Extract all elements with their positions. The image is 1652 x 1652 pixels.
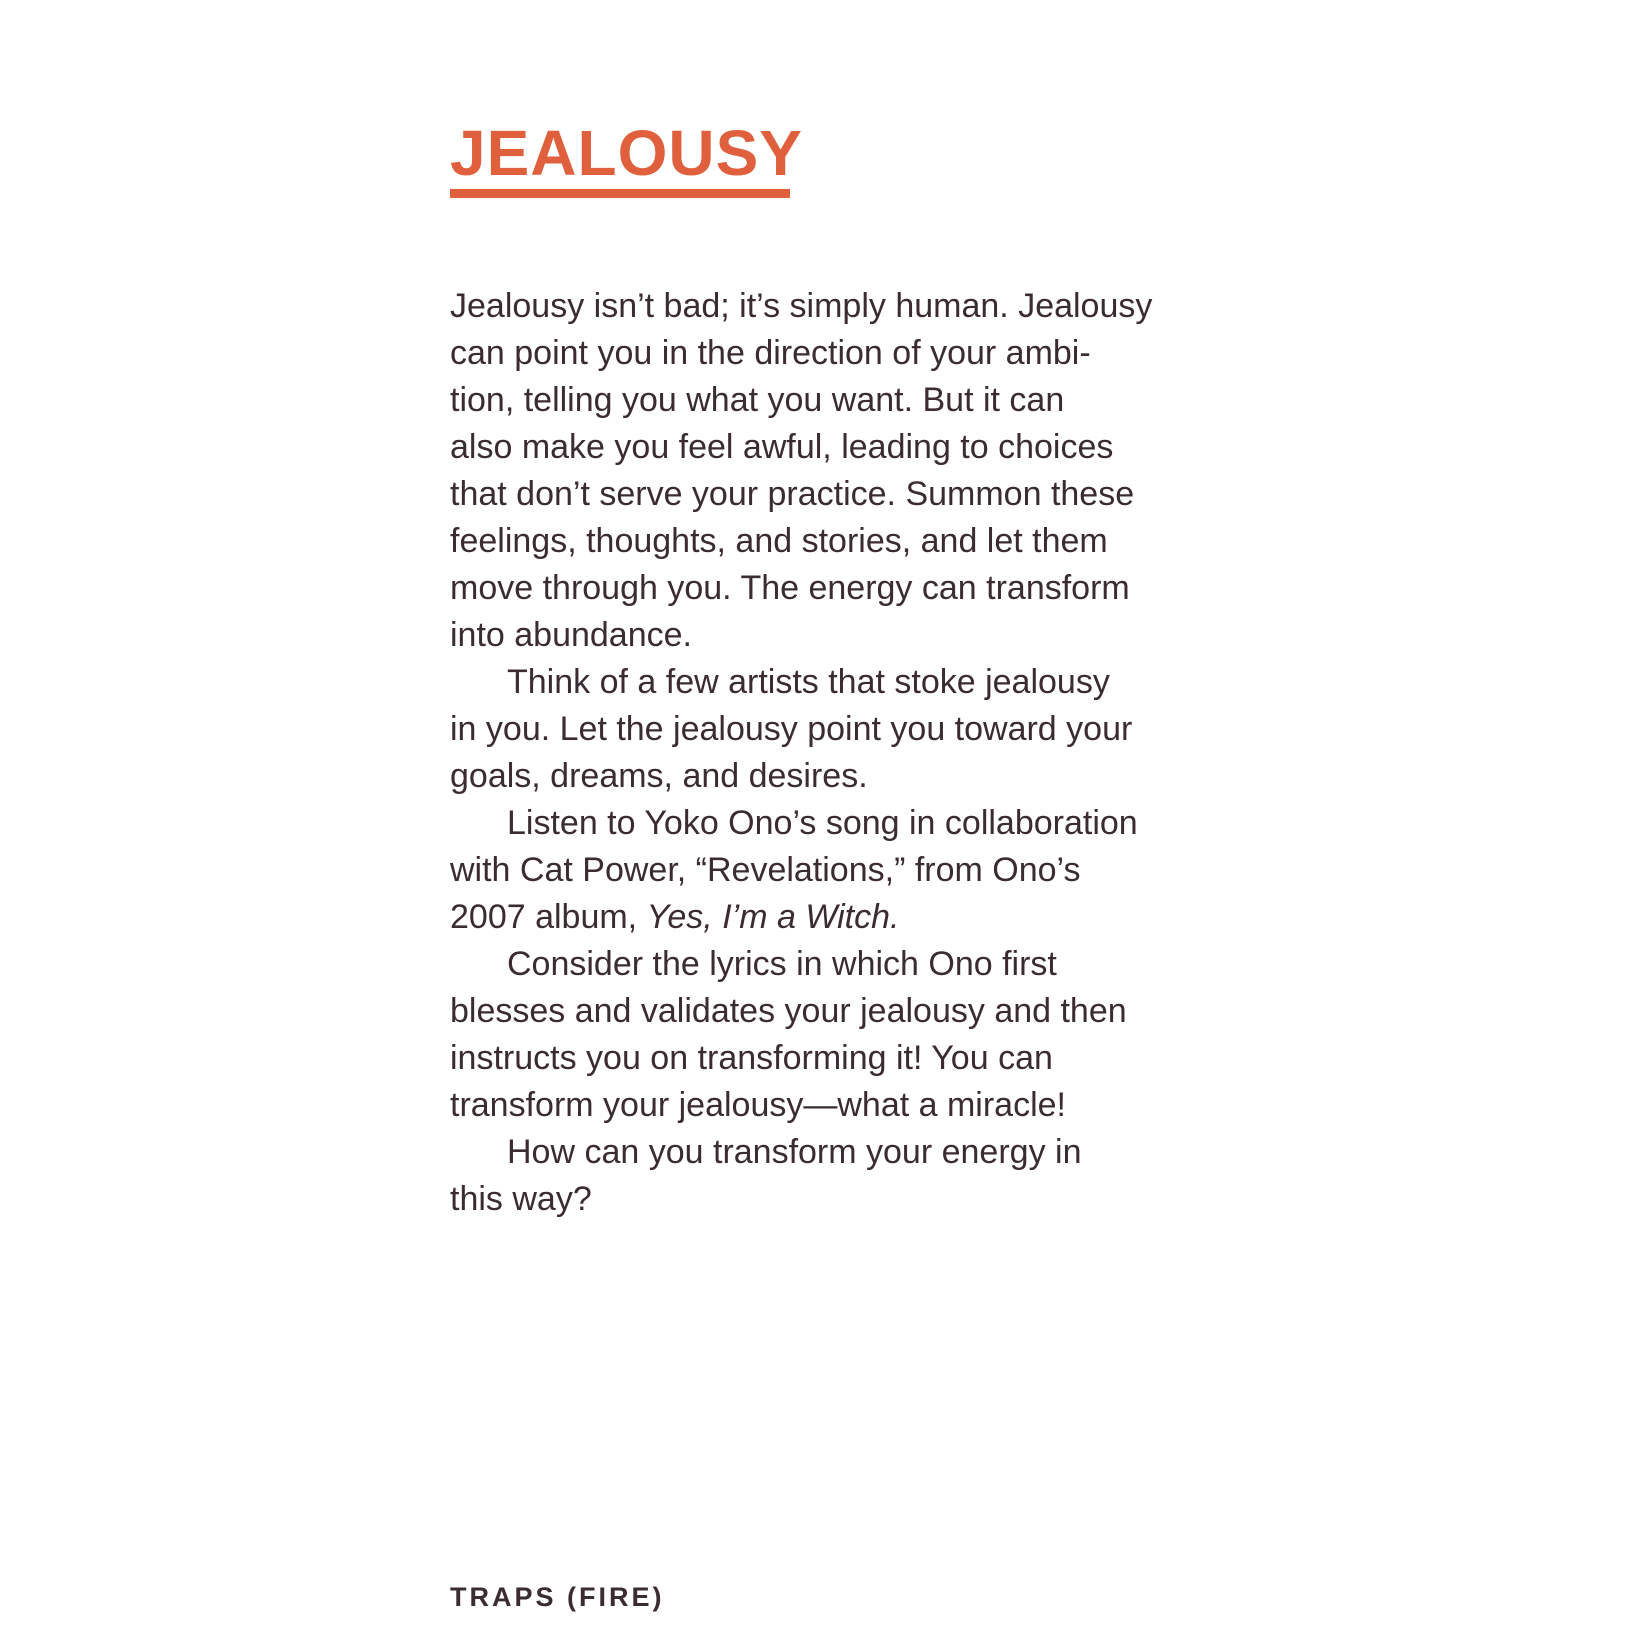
- body-line: into abundance.: [450, 616, 692, 654]
- page-heading: JEALOUSY: [450, 117, 803, 189]
- album-title: Yes, I’m a Witch.: [646, 898, 900, 936]
- body-line: in you. Let the jealousy point you toward your: [450, 710, 1133, 748]
- body-line-text: 2007 album,: [450, 898, 638, 936]
- body-line: that don’t serve your practice. Summon these: [450, 475, 1135, 513]
- body-line: Consider the lyrics in which Ono first: [507, 945, 1057, 983]
- body-line: with Cat Power, “Revelations,” from Ono’s: [450, 851, 1081, 889]
- body-line: instructs you on transforming it! You can: [450, 1039, 1053, 1077]
- body-line: also make you feel awful, leading to choices: [450, 428, 1114, 466]
- heading-underline: [450, 189, 790, 198]
- body-line: Jealousy isn’t bad; it’s simply human. Jealousy: [450, 287, 1153, 325]
- body-line: Think of a few artists that stoke jealousy: [507, 663, 1110, 701]
- body-line: tion, telling you what you want. But it can: [450, 381, 1065, 419]
- body-line: [450, 894, 1230, 941]
- body-line: move through you. The energy can transform: [450, 569, 1130, 607]
- body-line: this way?: [450, 1180, 592, 1218]
- body-line: transform your jealousy—what a miracle!: [450, 1086, 1067, 1124]
- body-line: can point you in the direction of your ambi-: [450, 334, 1091, 372]
- body-text: [450, 283, 1230, 1223]
- body-line: goals, dreams, and desires.: [450, 757, 868, 795]
- body-line: How can you transform your energy in: [507, 1133, 1082, 1171]
- body-line: feelings, thoughts, and stories, and let them: [450, 522, 1108, 560]
- section-footer: TRAPS (FIRE): [450, 1582, 665, 1612]
- body-line: blesses and validates your jealousy and then: [450, 992, 1127, 1030]
- body-line: Listen to Yoko Ono’s song in collaboration: [507, 804, 1138, 842]
